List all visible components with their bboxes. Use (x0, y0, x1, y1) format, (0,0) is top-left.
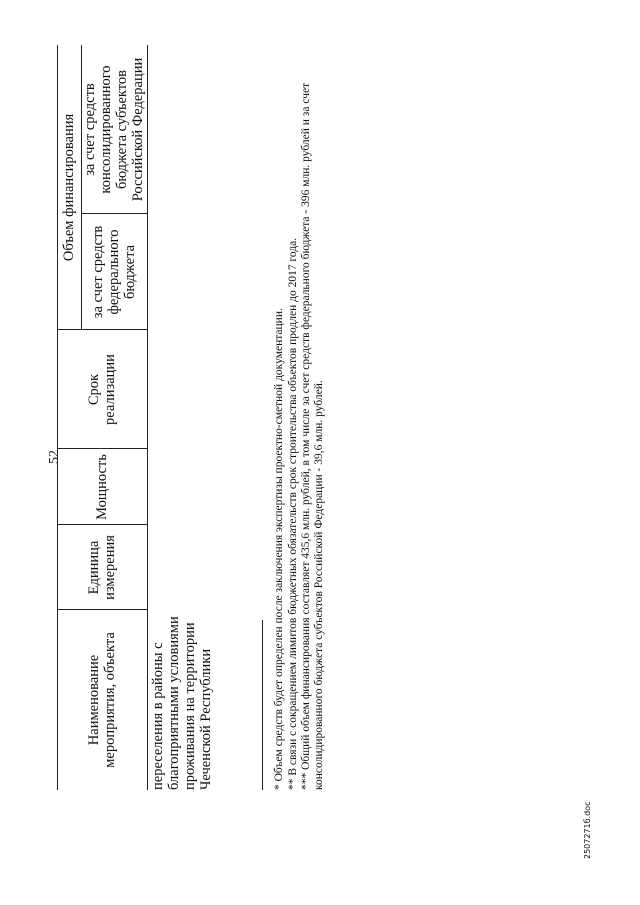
header-federal: за счет средств федерального бюджета (90, 225, 138, 319)
footnote-rule (262, 620, 263, 790)
header-regional: за счет средств консолидированного бюджета субъектов Российской Федерации (82, 57, 146, 202)
doc-id: 2507271б.doc (583, 801, 592, 859)
header-unit: Единица измерения (86, 535, 118, 600)
row-name-text: переселения в районы с благоприятными условиями проживания на территории Чеченской Республики (150, 616, 214, 790)
footnote-3a: *** Общий объем финансирования составляет 435,6 млн. рублей, в том числе за счет средств федерального бюджета - 396 млн. рублей и за счет (300, 82, 312, 790)
header-bottom-border (147, 45, 148, 790)
header-name: Наименование мероприятия, объекта (86, 632, 118, 768)
page-number: 52 (47, 450, 62, 464)
header-financing: Объем финансирования (61, 113, 77, 262)
footnote-3b: консолидированного бюджета субъектов Российской Федерации - 39,6 млн. рублей. (313, 380, 325, 790)
footnote-1: * Объем средств будет определен после заключения экспертизы проектно-сметной документации. (273, 308, 285, 790)
footnote-2: ** В связи с сокращением лимитов бюджетных обязательств срок строительства объектов продлен до 2017 года. (287, 237, 299, 790)
header-term: Срок реализации (86, 354, 118, 425)
header-capacity: Мощность (94, 454, 110, 520)
